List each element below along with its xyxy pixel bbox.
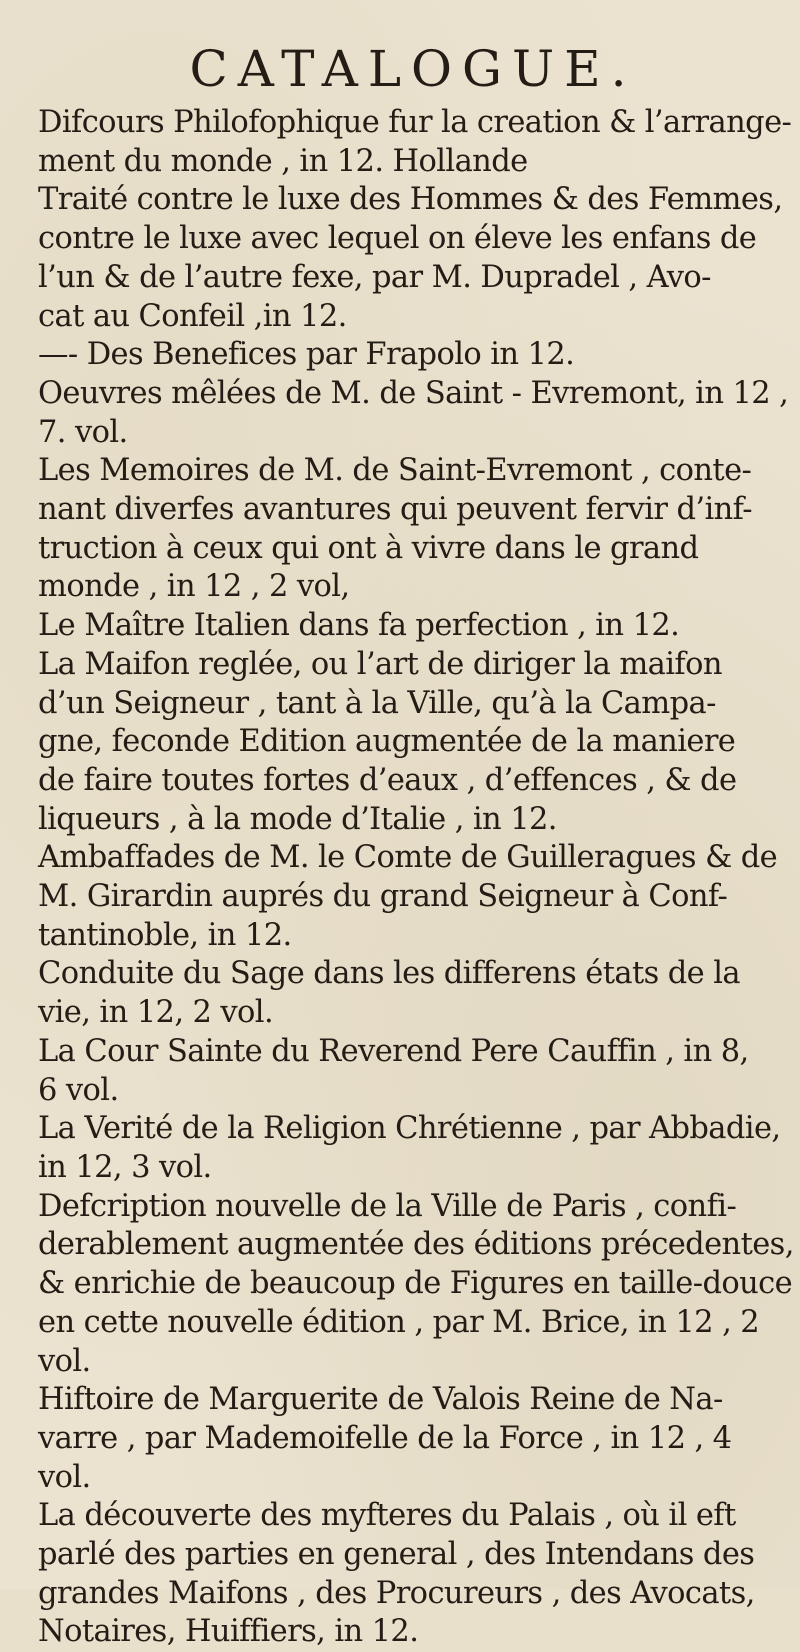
entry-line: Notaires, Huiffiers, in 12. [38, 1614, 419, 1650]
entry-line: gne, feconde Edition augmentée de la maniere [38, 724, 736, 760]
entry-line: Le Maître Italien dans fa perfection , in 12. [38, 608, 680, 644]
entry-line: La découverte des myfteres du Palais , où il eft [38, 1498, 736, 1534]
entry-line: Hiftoire de Marguerite de Valois Reine de Na- [38, 1382, 723, 1418]
entry-line: Defcription nouvelle de la Ville de Paris , confi- [38, 1188, 737, 1224]
catalogue-entry [20, 452, 766, 607]
entry-line: derablement augmentée des éditions précedentes, [38, 1227, 794, 1263]
entry-line: M. Girardin auprés du grand Seigneur à Conf- [38, 879, 728, 915]
entry-line: en cette nouvelle édition , par M. Brice, in 12 , 2 [38, 1304, 760, 1340]
catalogue-entry [20, 646, 766, 840]
entry-line: grandes Maifons , des Procureurs , des Avocats, [38, 1575, 755, 1611]
catalogue-entry [20, 104, 792, 181]
catalogue-list [20, 104, 794, 1652]
entry-line: varre , par Mademoifelle de la Force , in 12 , 4 [38, 1420, 732, 1456]
entry-line: tantinoble, in 12. [38, 917, 292, 953]
entry-line: parlé des parties en general , des Intendans des [38, 1537, 755, 1573]
entry-line: 6 vol. [38, 1072, 119, 1108]
entry-line: vol. [38, 1343, 91, 1379]
catalogue-entry [20, 1381, 766, 1497]
catalogue-entry [20, 181, 783, 336]
entry-line: vie, in 12, 2 vol. [38, 995, 274, 1031]
entry-line: contre le luxe avec lequel on éleve les enfans de [38, 221, 757, 257]
catalogue-entry [20, 1188, 794, 1382]
catalogue-entry [20, 375, 789, 452]
catalogue-entry [20, 336, 766, 375]
entry-line: —- Des Benefices par Frapolo in 12. [38, 337, 575, 373]
catalogue-entry [20, 955, 766, 1032]
entry-line: 7. vol. [38, 414, 128, 450]
catalogue-entry [20, 607, 766, 646]
entry-line: ment du monde , in 12. Hollande [38, 143, 528, 179]
entry-line: in 12, 3 vol. [38, 1149, 212, 1185]
catalogue-entry [20, 1497, 766, 1652]
entry-line: & enrichie de beaucoup de Figures en taille-douce [38, 1266, 793, 1302]
entry-line: d’un Seigneur , tant à la Ville, qu’à la Campa- [38, 685, 716, 721]
entry-line: Conduite du Sage dans les differens états de la [38, 956, 740, 992]
entry-line: liqueurs , à la mode d’Italie , in 12. [38, 801, 557, 837]
entry-line: vol. [38, 1459, 91, 1495]
entry-line: l’un & de l’autre fexe, par M. Dupradel , Avo- [38, 259, 711, 295]
catalogue-entry [20, 839, 778, 955]
entry-line: Difcours Philofophique fur la creation & l’arrange- [38, 105, 792, 140]
entry-line: monde , in 12 , 2 vol, [38, 569, 350, 605]
catalogue-entry [20, 1110, 781, 1187]
entry-line: truction à ceux qui ont à vivre dans le grand [38, 530, 699, 566]
entry-line: de faire toutes fortes d’eaux , d’effences , & de [38, 762, 737, 798]
entry-line: Oeuvres mêlées de M. de Saint - Evremont, in 12 , [38, 375, 789, 411]
entry-line: Ambaffades de M. le Comte de Guilleragues & de [38, 840, 778, 876]
catalogue-entry [20, 1033, 766, 1110]
page-title: CATALOGUE. [189, 40, 637, 98]
entry-line: La Maifon reglée, ou l’art de diriger la maifon [38, 646, 722, 682]
entry-line: La Verité de la Religion Chrétienne , par Abbadie, [38, 1111, 781, 1147]
entry-line: nant diverfes avantures qui peuvent fervir d’inf- [38, 492, 752, 528]
entry-line: cat au Confeil ,in 12. [38, 298, 347, 334]
entry-line: Traité contre le luxe des Hommes & des Femmes, [38, 182, 783, 218]
entry-line: Les Memoires de M. de Saint-Evremont , conte- [38, 453, 752, 489]
entry-line: La Cour Sainte du Reverend Pere Cauffin , in 8, [38, 1033, 749, 1069]
